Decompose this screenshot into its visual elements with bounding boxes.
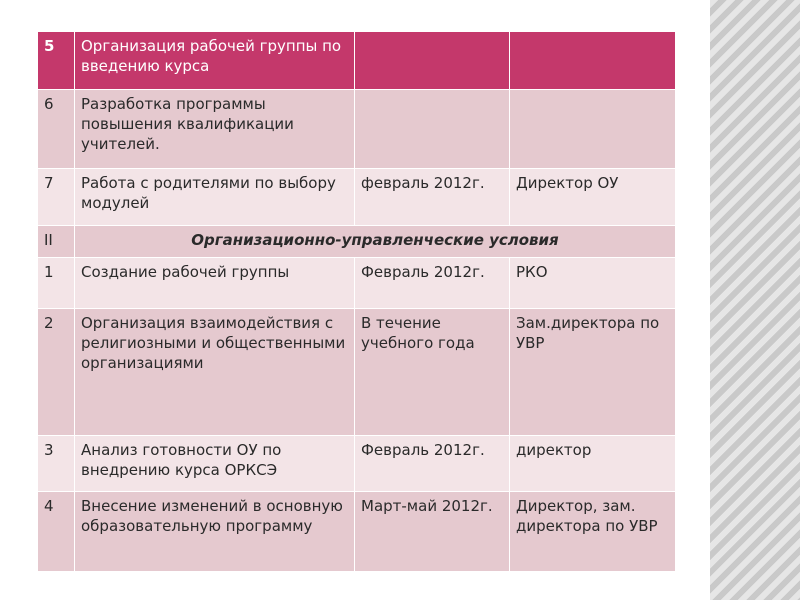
task-cell: Внесение изменений в основную образовательную программу	[75, 492, 355, 572]
plan-table	[37, 31, 676, 572]
date-cell: Февраль 2012г.	[355, 436, 510, 492]
responsible-cell: Директор, зам. директора по УВР	[510, 492, 676, 572]
task-cell: Работа с родителями по выбору модулей	[75, 169, 355, 226]
date-cell	[355, 90, 510, 169]
date-cell: Март-май 2012г.	[355, 492, 510, 572]
row-number: 3	[38, 436, 75, 492]
row-number: 4	[38, 492, 75, 572]
responsible-cell: Зам.директора по УВР	[510, 309, 676, 436]
row-number: 2	[38, 309, 75, 436]
row-number: 1	[38, 258, 75, 309]
table-row	[38, 32, 676, 90]
responsible-cell: Директор ОУ	[510, 169, 676, 226]
row-number: 5	[38, 32, 75, 90]
date-cell: февраль 2012г.	[355, 169, 510, 226]
row-number: 6	[38, 90, 75, 169]
date-cell	[355, 32, 510, 90]
task-cell: Организация взаимодействия с религиозными и общественными организациями	[75, 309, 355, 436]
section-row	[38, 226, 676, 258]
table-row	[38, 169, 676, 226]
responsible-cell: директор	[510, 436, 676, 492]
table-row	[38, 90, 676, 169]
responsible-cell	[510, 90, 676, 169]
section-title: Организационно-управленческие условия	[75, 226, 676, 258]
table-row	[38, 258, 676, 309]
responsible-cell: РКО	[510, 258, 676, 309]
table-row	[38, 309, 676, 436]
task-cell: Создание рабочей группы	[75, 258, 355, 309]
decorative-stripe	[710, 0, 800, 600]
row-number: 7	[38, 169, 75, 226]
task-cell: Разработка программы повышения квалификации учителей.	[75, 90, 355, 169]
table-row	[38, 436, 676, 492]
task-cell: Организация рабочей группы по введению курса	[75, 32, 355, 90]
responsible-cell	[510, 32, 676, 90]
date-cell: Февраль 2012г.	[355, 258, 510, 309]
task-cell: Анализ готовности ОУ по внедрению курса ОРКСЭ	[75, 436, 355, 492]
row-number: II	[38, 226, 75, 258]
table-row	[38, 492, 676, 572]
date-cell: В течение учебного года	[355, 309, 510, 436]
